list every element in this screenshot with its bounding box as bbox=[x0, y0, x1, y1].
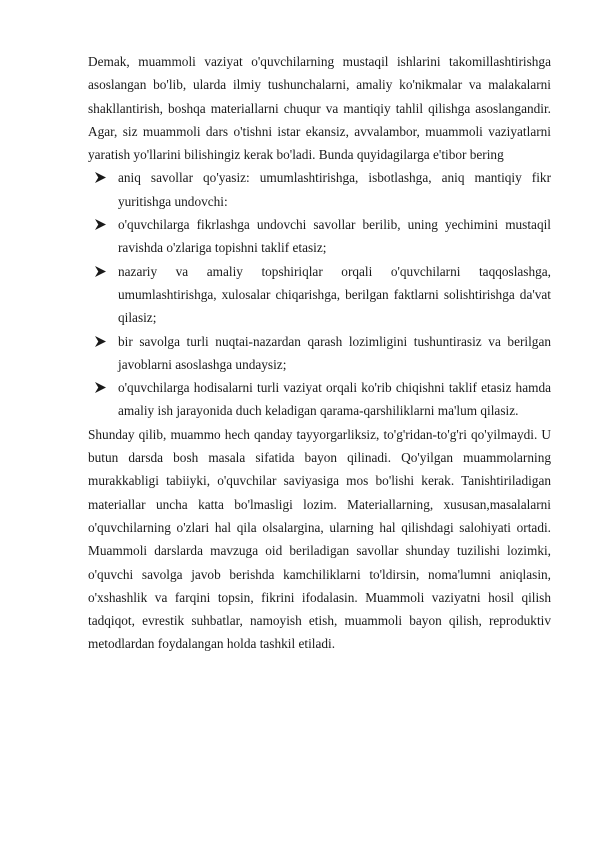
bullet-text: aniq savollar qo'yasiz: umumlashtirishga, isbotlashga, aniq mantiqiy fikr yuritishga undovchi: bbox=[118, 170, 551, 209]
intro-paragraph: Demak, muammoli vaziyat o'quvchilarning mustaqil ishlarini takomillashtirishga asoslangan bo'lib, ularda ilmiy tushunchalarni, amaliy ko'nikmalar va malakalarni shakllantirish, boshqa materiallarni chuqur va mantiqiy tahlil qilishga asoslangandir. Agar, siz muammoli dars o'tishni istar ekansiz, avvalambor, muammoli vaziyatlarni yaratish yo'llarini bilishingiz kerak bo'ladi. Bunda quyidagilarga e'tibor bering bbox=[88, 54, 551, 163]
list-item bbox=[88, 213, 551, 260]
bullet-text: nazariy va amaliy topshiriqlar orqali o'quvchilarni taqqoslashga, umumlashtirishga, xulosalar chiqarishga, berilgan faktlarni solishtirishga da'vat qilasiz; bbox=[118, 263, 551, 326]
arrow-bullet-icon bbox=[95, 330, 107, 353]
bullet-list bbox=[88, 166, 551, 422]
list-item bbox=[88, 376, 551, 423]
arrow-bullet-icon bbox=[95, 166, 107, 189]
bullet-text: bir savolga turli nuqtai-nazardan qarash lozimligini tushuntirasiz va berilgan javoblarni asoslashga undaysiz; bbox=[118, 333, 551, 372]
arrow-bullet-icon bbox=[95, 260, 107, 283]
bullet-text: o'quvchilarga fikrlashga undovchi savollar berilib, uning yechimini mustaqil ravishda o'zlariga topishni taklif etasiz; bbox=[118, 217, 551, 256]
document-page bbox=[88, 50, 551, 656]
bullet-text: o'quvchilarga hodisalarni turli vaziyat orqali ko'rib chiqishni taklif etasiz hamda amaliy ish jarayonida duch keladigan qarama-qarshiliklarni ma'lum qilasiz. bbox=[118, 380, 551, 419]
list-item bbox=[88, 260, 551, 330]
list-item bbox=[88, 166, 551, 213]
arrow-bullet-icon bbox=[95, 213, 107, 236]
conclusion-paragraph: Shunday qilib, muammo hech qanday tayyorgarliksiz, to'g'ridan-to'g'ri qo'yilmaydi. U butun darsda bosh masala sifatida bayon qilinadi. Qo'yilgan muammolarning murakkabligi tabiiyki, o'quvchilar saviyasiga mos bo'lishi kerak. Tanishtiriladigan materiallar uncha katta bo'lmasligi lozim. Materiallarning, xususan,masalalarni o'quvchilarning o'zlari hal qila olsalargina, ularning hal qilishdagi salohiyati ortadi. Muammoli darslarda mavzuga oid beriladigan savollar shunday tuzilishi lozimki, o'quvchi savolga javob berishda kamchiliklarni to'ldirsin, noma'lumni aniqlasin, o'xshashlik va farqini topsin, fikrini ifodalasin. Muammoli vaziyatni hosil qilish tadqiqot, evrestik suhbatlar, namoyish etish, muammoli bayon qilish, reproduktiv metodlardan foydalangan holda tashkil etiladi. bbox=[88, 426, 551, 652]
arrow-bullet-icon bbox=[95, 376, 107, 399]
list-item bbox=[88, 330, 551, 377]
